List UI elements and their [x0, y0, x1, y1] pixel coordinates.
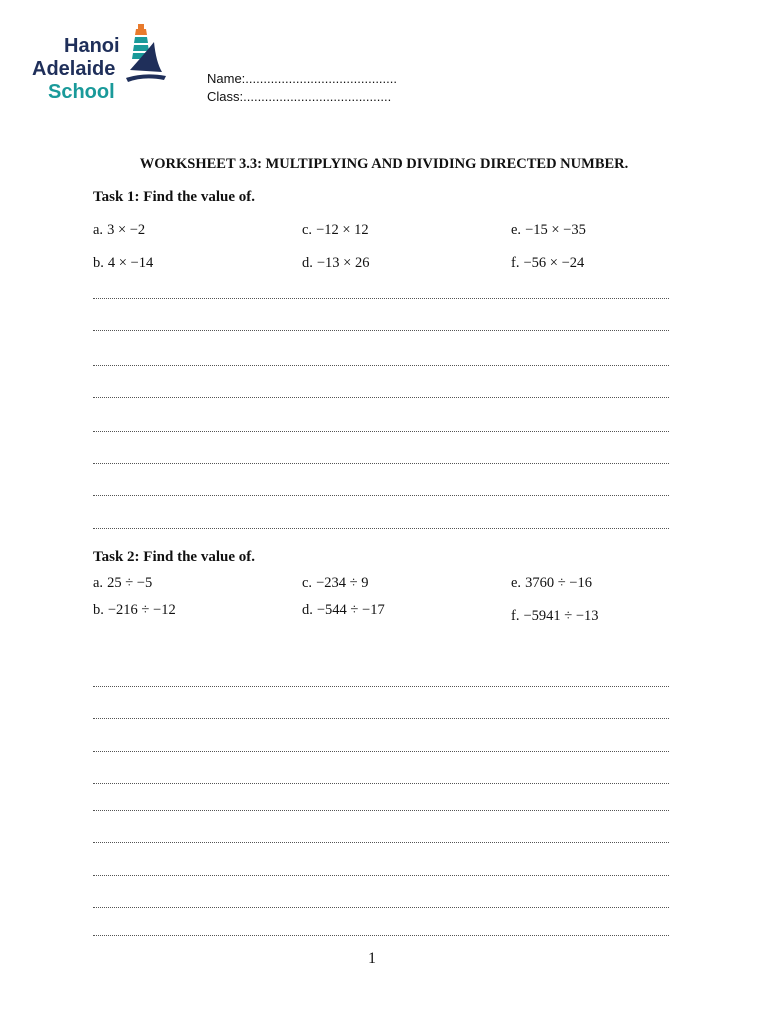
answer-line[interactable]	[93, 747, 669, 752]
task1-heading: Task 1: Find the value of.	[93, 189, 255, 205]
answer-line[interactable]	[93, 393, 669, 398]
task2-heading: Task 2: Find the value of.	[93, 549, 255, 565]
answer-line[interactable]	[93, 871, 669, 876]
page-number: 1	[368, 950, 376, 967]
task2-item-a: a. 25 ÷ −5	[93, 575, 153, 591]
task1-item-d: d. −13 × 26	[302, 255, 370, 271]
answer-line[interactable]	[93, 294, 669, 299]
answer-line[interactable]	[93, 714, 669, 719]
task2-item-e: e. 3760 ÷ −16	[511, 575, 592, 591]
logo-text-school: School	[48, 81, 115, 103]
class-field: Class:.........................................	[207, 89, 392, 104]
answer-line[interactable]	[93, 838, 669, 843]
answer-line[interactable]	[93, 779, 669, 784]
answer-line[interactable]	[93, 524, 669, 529]
task1-item-e: e. −15 × −35	[511, 222, 586, 238]
logo-text-hanoi: Hanoi	[64, 35, 120, 57]
answer-line[interactable]	[93, 361, 669, 366]
lighthouse-sail-icon	[126, 22, 170, 84]
answer-line[interactable]	[93, 806, 669, 811]
task1-item-c: c. −12 × 12	[302, 222, 369, 238]
name-field: Name:..........................................	[207, 71, 397, 86]
answer-line[interactable]	[93, 903, 669, 908]
task2-item-b: b. −216 ÷ −12	[93, 602, 176, 618]
task2-item-f: f. −5941 ÷ −13	[511, 608, 599, 624]
answer-line[interactable]	[93, 459, 669, 464]
task1-item-f: f. −56 × −24	[511, 255, 585, 271]
logo-text-adelaide: Adelaide	[32, 58, 116, 80]
task2-item-d: d. −544 ÷ −17	[302, 602, 385, 618]
worksheet-title: WORKSHEET 3.3: MULTIPLYING AND DIVIDING DIRECTED NUMBER.	[139, 156, 629, 172]
answer-line[interactable]	[93, 931, 669, 936]
school-logo	[30, 22, 170, 102]
task1-item-a: a. 3 × −2	[93, 222, 146, 238]
answer-line[interactable]	[93, 682, 669, 687]
task2-item-c: c. −234 ÷ 9	[302, 575, 369, 591]
answer-line[interactable]	[93, 427, 669, 432]
task1-item-b: b. 4 × −14	[93, 255, 154, 271]
answer-line[interactable]	[93, 326, 669, 331]
answer-line[interactable]	[93, 491, 669, 496]
